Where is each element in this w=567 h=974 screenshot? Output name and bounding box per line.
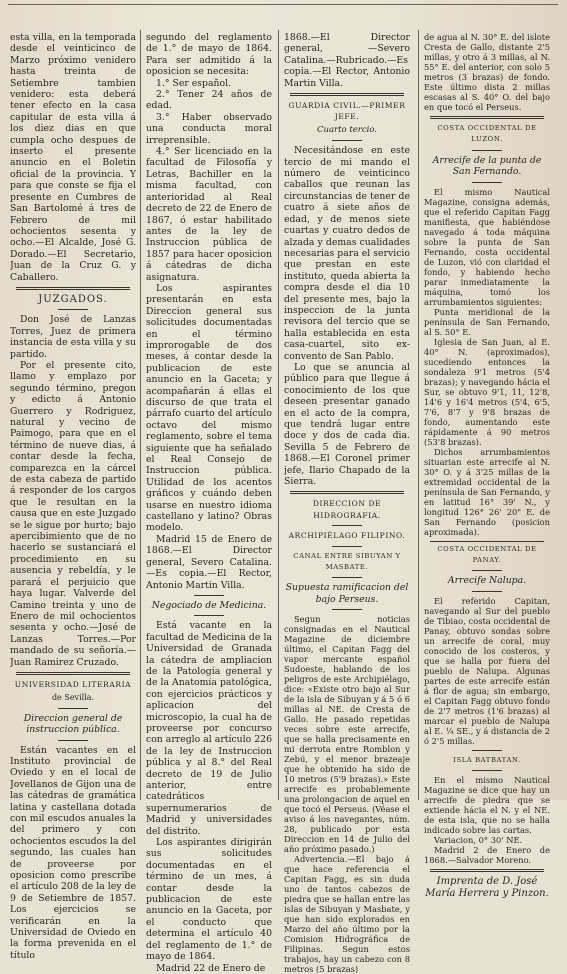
column-1 bbox=[10, 32, 136, 961]
paragraph: segundo del reglamento de 1.° de mayo de 1864. Para ser admitido á la oposicion se necesita: bbox=[146, 32, 272, 78]
section-title: Arrecife de la punta de San Fernando. bbox=[432, 154, 542, 178]
column-divider bbox=[140, 30, 141, 800]
paragraph: Los aspirantes dirigirán sus solicitudes documentadas en el término de un mes, á contar desde la publicacion de este anuncio en la Gaceta, por el conducto que determina el artículo 40 del reglamento de 1.° de mayo de 1864. bbox=[146, 837, 272, 963]
separator bbox=[290, 93, 404, 94]
paragraph: Don José de Lanzas Torres, Juez de primera instancia de esta villa y su partido. bbox=[10, 314, 136, 360]
separator bbox=[16, 289, 130, 290]
paragraph: Están vacantes en el Instituto provincial de Oviedo y en el local de Jovellanos de Gijon una de las cátedras de gramática latina y castellana dotada con mil escudos anuales la del primero y con ochocientos escudos la del segundo, las cuales han de proveerse por oposicion como prescribe el artículo 208 de la ley de 9 de Setiembre de 1857. Los ejercicios se verificarán en la Universidad de Oviedo en la forma prevenida en el título bbox=[10, 744, 136, 961]
section-header: UNIVERSIDAD LITERARIA bbox=[14, 679, 132, 689]
separator bbox=[194, 615, 224, 616]
paragraph: El mismo Nautical Magazine, consigna además, que el referido Capitan Fagg manifiesta, que habiéndose navegado á toda máquina sobre la punta de San Fernando, costa occidental de Luzon, vió con claridad el fondo, y habiendo hecho parar inmediatamente la máquina, tomó los arrumbamientos siguientes: bbox=[424, 186, 550, 307]
section-header: JUZGADOS. bbox=[38, 293, 108, 305]
paragraph: En el mismo Nautical Magazine se dice que hay un arrecife de piedra que se extiende hácia el N. y el NE. de esta isla, que no se halla indicado sobre las cartas. bbox=[424, 775, 550, 836]
separator bbox=[290, 491, 404, 492]
separator bbox=[472, 750, 502, 751]
separator bbox=[16, 287, 130, 288]
separator bbox=[58, 740, 88, 741]
separator bbox=[290, 493, 404, 494]
list-item: 4.° Ser licenciado en la facultad de Filosofía y Letras, Bachiller en la misma facultad, con anterioridad al Real decreto de 22 de Enero de 1867, ó estar habilitado antes de la ley de Instruccion pública de 1857 para hacer oposicion á cátedras de dicha asignatura. bbox=[146, 146, 272, 283]
paragraph: 1868.—El Director general, —Severo Catalina.—Rubricado.—Es copia.—El Rector, Antonio Martin Villa. bbox=[284, 32, 410, 89]
separator bbox=[430, 116, 544, 117]
list-item: 1.° Ser español. bbox=[156, 77, 232, 89]
separator bbox=[58, 708, 88, 709]
column-4 bbox=[424, 32, 550, 899]
separator bbox=[430, 118, 544, 119]
separator bbox=[332, 577, 362, 578]
list-item: 2.° Tener 24 años de edad. bbox=[146, 89, 272, 112]
paragraph: Iglesia de San Juan, al E. 40° N. (aproximados), sucediendo entonces la sondaleza 9'1 metros (5'4 brazas); y navegando hácia el Sur, se obtuvo 9'1, 11, 12'8, 14'6 y 16'4 metros (5'4, 6'5, 7'6, 8'7 y 9'8 brazas de fondo, aumentando este rápidamente á 90 metros (53'8 brazas). bbox=[424, 336, 550, 447]
section-subheader: Cuarto tercio. bbox=[316, 124, 377, 135]
section-title: Negociado de Medicina. bbox=[151, 599, 267, 611]
separator bbox=[430, 541, 544, 542]
paragraph: Variacion, 0° 30' NE. bbox=[434, 835, 523, 846]
section-title: Direccion general de instruccion pública. bbox=[23, 712, 123, 736]
paragraph: El referido Capitan, navegando al Sur del pueblo de Tibiao, costa occidental de Panay, obtuvo sondas sobre un arrecife de coral, muy conocido de los costeros, y que se halla por fuera del pueblo de Nalupa. Algunas partes de este arrecife están á flor de agua; sin embargo, el Capitan Fagg obtuvo fondo de 2'7 metros (1'6 brazas) al marcar el pueblo de Nalupa al E. ¼ SE., y á distancia de 2 ó 2'5 millas. bbox=[424, 595, 550, 746]
paragraph: Necesitándose en este tercio de mi mando el número de veinticinco caballos que reunan las circunstancias de tener de cuatro á siete años de edad, y de menos siete cuartas y cuatro dedos de alzada y demas cualidades necesarias para el servicio que prestan en este instituto, queda abierta la compra desde el dia 10 del presente mes, bajo la inspeccion de la junta revisora del tercio que se halla establecida en esta casa-cuartel, sito ex-convento de San Pablo. bbox=[284, 145, 410, 362]
separator bbox=[290, 95, 404, 96]
paragraph: Está vacante en la facultad de Medicina de la Universidad de Granada la cátedra de ampliacion de la Patología general y de la Anatomía patológica, con ejercicios prácticos y aplicacion del microscopio, la cual ha de proveerse por concurso con arreglo al artículo 226 de la ley de Instruccion pública y al 8.° del Real decreto de 19 de Julio anterior, entre catedráticos supernumerarios de Madrid y universidades del distrito. bbox=[146, 620, 272, 837]
section-header: ISLA BATBATAN. bbox=[453, 755, 521, 764]
separator bbox=[58, 309, 88, 310]
paragraph: Madrid 15 de Enero de 1868.—El Director general, Severo Catalina.—Es copia.—El Rector, Antonio Martin Villa. bbox=[146, 533, 272, 591]
separator bbox=[194, 595, 224, 596]
paragraph: Madrid 22 de Enero de bbox=[156, 962, 266, 974]
paragraph: Los aspirantes presentarán en esta Direccion general sus solicitudes documentadas en el término improrogable de dos meses, á contar desde la publicacion de este anuncio en la Gaceta; y acompañarán á ellas el discurso de que trata el párrafo cuarto del artículo octavo del mismo reglamento, sobre el tema siguiente que ha señalado el Real Consejo de Instruccion pública. Utilidad de los acentos gráficos y cuándo deben usarse en nuestro idioma castellano y latino? Obras modelo. bbox=[146, 282, 272, 534]
list-item: 3.° Haber observado una conducta moral irreprensible. bbox=[146, 111, 272, 146]
paragraph: Advertencia.—El bajo á que hace referencia el Capitan Fagg, es sin duda uno de tantos cabezos de piedra que se hallan entre las islas de Sibuyan y Masbate, y que han sido explorados en Marzo del año último por la Comision Hidrográfica de Filipinas. Segun estos trabajos, hay un cabezo con 8 metros (5 brazas) bbox=[284, 854, 410, 974]
separator bbox=[332, 140, 362, 141]
column-divider bbox=[278, 30, 279, 800]
paragraph: Punta meridional de la península de San Fernando, al S. 50° E. bbox=[424, 306, 550, 337]
separator bbox=[16, 672, 130, 673]
separator bbox=[472, 150, 502, 151]
section-header: ARCHIPIÉLAGO FILIPINO. bbox=[288, 531, 406, 541]
paragraph: Por el presente cito, llamo y emplazo por segundo término, pregon y edicto á Antonio Guerrero y Rodriguez, natural y vecino de Paimogo, para que en el término de nueve dias, á contar desde la fecha, comparezca en la cárcel de esta cabeza de partido á responder de los cargos que le resultan en la causa que en este Juzgado se le sigue por hurto; bajo apercibimiento que de no hacerlo se sustanciará el procedimiento en su ausencia y rebeldía, y le parará el perjuicio que haya lugar. Valverde del Camino treinta y uno de Enero de mil ochocientos sesenta y ocho.—José de Lanzas Torres.—Por mandado de su señoría.—Juan Ramirez Cruzado. bbox=[10, 359, 136, 668]
section-header: CANAL ENTRE SIBUYAN Y MASBATE. bbox=[293, 551, 401, 572]
separator bbox=[430, 869, 544, 870]
separator bbox=[430, 871, 544, 872]
paragraph: Madrid 2 de Enero de 1868.—Salvador Moreno. bbox=[424, 845, 550, 866]
section-header: GUARDIA CIVIL.—PRIMER JEFE. bbox=[288, 101, 406, 122]
separator bbox=[472, 570, 502, 571]
section-title: Arrecife Nalupa. bbox=[447, 575, 527, 587]
separator bbox=[332, 546, 362, 547]
top-rule bbox=[8, 4, 558, 5]
paragraph: esta villa, en la temporada desde el veinticinco de Marzo próximo venidero hasta treinta de Setiembre tambien venidero: esta deberá tener efecto en la casa capitular de esta villa á los diez dias en que cumpla ocho despues de inserto el presente anuncio en el Boletin oficial de la provincia. Y para que conste se fija el presente en Cumbres de San Bartolomé á tres de Febrero de mil ochocientos sesenta y ocho.—El Alcalde, José G. Dorado.—El Secretario, Juan de la Cruz G. y Caballero. bbox=[10, 32, 136, 283]
column-2 bbox=[146, 32, 272, 974]
section-subheader: de Sevilla. bbox=[51, 693, 95, 703]
separator bbox=[16, 674, 130, 675]
imprint: Imprenta de D. José María Herrera y Pinzon. bbox=[425, 876, 549, 899]
paragraph: Segun noticias consignadas en el Nautical Magazine de diciembre último, el Capitan Fagg del vapor mercante español Sudoeste, hablando de los peligros de este Archipiélago, dice: «Existe otro bajo al Sur de la isla de Sibuyan y á 5 ó 6 millas al NE. de Cresta de Gallo. He pasado repetidas veces sobre este arrecife, que se halla precisamente en mi derrota entre Romblon y Zebú, y el menor brazeaje que he obtenido ha sido de 10 metros (5'9 brazas).» Este arrecife es probablemente una prolongacion de aquel en que tocó el Perseus. (Véase el aviso á los navegantes, núm. 28, publicado por esta Direccion en 14 de Julio del año próximo pasado.) bbox=[284, 614, 410, 855]
section-header: COSTA OCCIDENTAL DE LUZON. bbox=[437, 124, 537, 144]
separator bbox=[472, 591, 502, 592]
section-header: DIRECCION DE HIDROGRAFIA. bbox=[312, 499, 382, 520]
separator bbox=[332, 525, 362, 526]
paragraph: Dichos arrumbamientos situarian este arrecife al N. 30° O. y á 3'25 millas de la extremidad occidental de la península de San Fernando, y en latitud 16° 39' N., y longitud 126° 26' 20" E. de San Fernando (posicion aproximada). bbox=[424, 446, 550, 537]
separator bbox=[332, 609, 362, 610]
section-title: Supuesta ramificacion del bajo Perseus. bbox=[285, 582, 409, 605]
paragraph: Lo que se anuncia al público para que llegue á conocimiento de los que deseen presentar ganado en el acto de la compra, que tendrá lugar entre doce y dos de cada dia. Sevilla 5 de Febrero de 1868.—El Coronel primer jefe, Ilario Chapado de la Sierra. bbox=[284, 361, 410, 488]
column-3 bbox=[284, 32, 410, 974]
column-divider bbox=[418, 30, 419, 800]
paragraph: de agua al N. 30° E. del islote Cresta de Gallo, distante 2'5 millas, y otro á 3 millas, al N. 55° E. del anterior, con solo 5 metros (3 brazas) de fondo. Este último dista 2 millas escasas al S. 40° O. del bajo en que tocó el Perseus. bbox=[424, 32, 550, 112]
separator bbox=[472, 770, 502, 771]
separator bbox=[472, 182, 502, 183]
section-header: COSTA OCCIDENTAL DE PANAY. bbox=[437, 544, 537, 565]
